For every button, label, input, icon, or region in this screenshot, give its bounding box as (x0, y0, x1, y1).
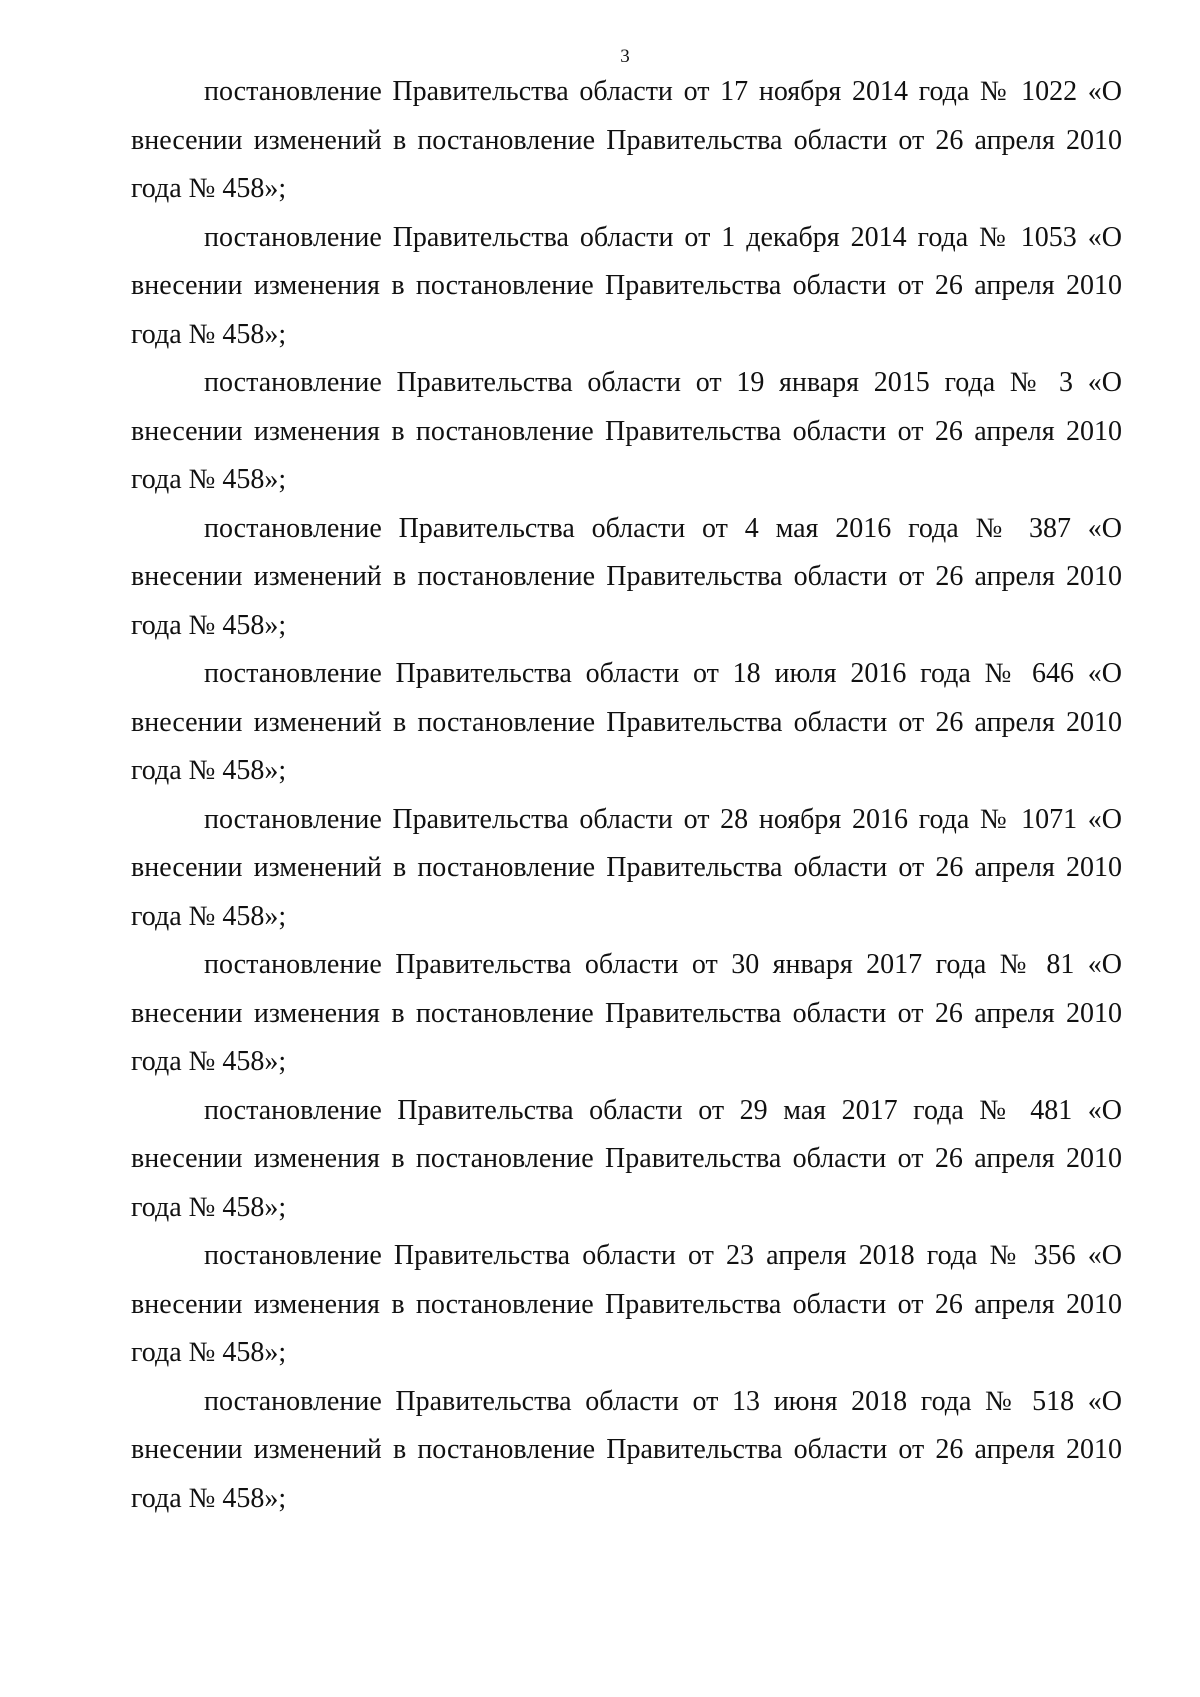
document-body (131, 68, 1122, 1523)
paragraph: постановление Правительства области от 28 ноября 2016 года № 1071 «О внесении изменений в постановление Правительства области от 26 апреля 2010 года № 458»; (131, 803, 1122, 932)
paragraph: постановление Правительства области от 29 мая 2017 года № 481 «О внесении изменения в постановление Правительства области от 26 апреля 2010 года № 458»; (131, 1094, 1122, 1223)
paragraph: постановление Правительства области от 23 апреля 2018 года № 356 «О внесении изменения в постановление Правительства области от 26 апреля 2010 года № 458»; (131, 1240, 1122, 1368)
paragraph: постановление Правительства области от 1 декабря 2014 года № 1053 «О внесении изменения в постановление Правительства области от 26 апреля 2010 года № 458»; (131, 221, 1122, 350)
paragraph: постановление Правительства области от 4 мая 2016 года № 387 «О внесении изменений в постановление Правительства области от 26 апреля 2010 года № 458»; (131, 512, 1122, 641)
paragraph: постановление Правительства области от 13 июня 2018 года № 518 «О внесении изменений в постановление Правительства области от 26 апреля 2010 года № 458»; (131, 1385, 1122, 1514)
paragraph: постановление Правительства области от 17 ноября 2014 года № 1022 «О внесении изменений в постановление Правительства области от 26 апреля 2010 года № 458»; (131, 76, 1122, 204)
paragraph: постановление Правительства области от 30 января 2017 года № 81 «О внесении изменения в постановление Правительства области от 26 апреля 2010 года № 458»; (131, 949, 1122, 1077)
paragraph: постановление Правительства области от 18 июля 2016 года № 646 «О внесении изменений в постановление Правительства области от 26 апреля 2010 года № 458»; (131, 658, 1122, 786)
page-number: 3 (620, 46, 630, 67)
paragraph: постановление Правительства области от 19 января 2015 года № 3 «О внесении изменения в постановление Правительства области от 26 апреля 2010 года № 458»; (131, 367, 1122, 495)
